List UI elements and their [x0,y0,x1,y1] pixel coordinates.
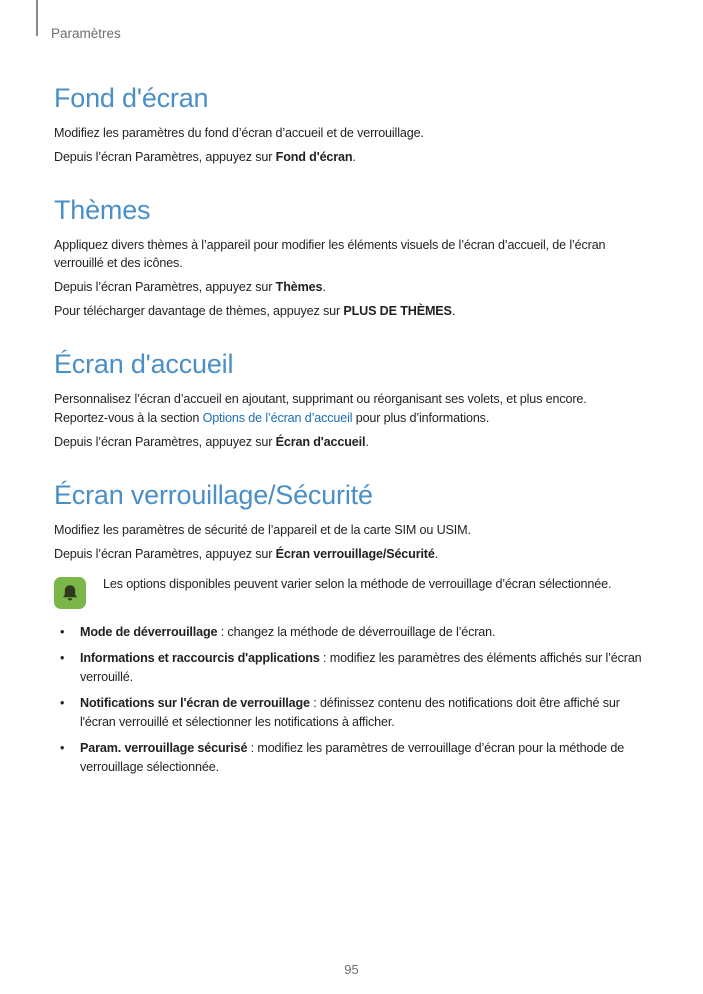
paragraph [54,545,654,563]
option-description: : changez la méthode de déverrouillage de l’écran. [217,625,496,639]
section-wallpaper [54,82,654,166]
text: . [352,150,356,164]
list-item [54,623,654,642]
text: . [451,304,456,318]
paragraph: Appliquez divers thèmes à l’appareil pour modifier les éléments visuels de l’écran d’accueil, de l’écran verrouillé et des icônes. [54,238,606,270]
paragraph [54,409,654,427]
section-home-screen [54,348,654,451]
section-title: Fond d'écran [54,83,209,113]
text: . [365,435,369,449]
option-name: Param. verrouillage sécurisé [80,741,248,755]
paragraph: Personnalisez l’écran d’accueil en ajoutant, supprimant ou réorganisant ses volets, et plus encore. [54,392,587,406]
text: Depuis l’écran Paramètres, appuyez sur [54,280,276,294]
paragraph [54,148,654,166]
list-item [54,739,654,777]
page-content [54,82,654,805]
menu-term: Écran d'accueil [275,435,366,449]
paragraph [54,433,654,451]
list-item [54,694,654,732]
paragraph [54,278,654,296]
page-number: 95 [344,962,359,977]
option-description: : définissez contenu des notifications doit être affiché sur l'écran verrouillé et sélectionner les notifications à afficher. [80,696,620,729]
note-box [54,575,654,609]
option-description: : modifiez les paramètres de verrouillage d’écran pour la méthode de verrouillage sélectionnée. [80,741,625,774]
menu-term: Écran verrouillage/Sécurité [275,547,435,561]
cross-reference-link[interactable]: Options de l’écran d’accueil [202,411,353,425]
paragraph: Modifiez les paramètres du fond d’écran d’accueil et de verrouillage. [54,126,424,140]
note-text: Les options disponibles peuvent varier selon la méthode de verrouillage d’écran sélectionnée. [103,577,612,591]
bullet-icon: • [60,696,65,710]
text: Reportez-vous à la section [54,411,203,425]
text: Depuis l’écran Paramètres, appuyez sur [54,547,276,561]
paragraph [54,302,654,320]
text: . [322,280,326,294]
corner-rule [36,0,38,36]
bell-icon [54,577,86,609]
paragraph: Modifiez les paramètres de sécurité de l’appareil et de la carte SIM ou USIM. [54,523,471,537]
option-name: Mode de déverrouillage [80,625,218,639]
text: Depuis l’écran Paramètres, appuyez sur [54,435,276,449]
bullet-icon: • [60,651,65,665]
running-head: Paramètres [51,26,121,41]
text: . [434,547,439,561]
menu-term: Fond d'écran [275,150,353,164]
menu-term: PLUS DE THÈMES [343,304,452,318]
section-title: Écran d'accueil [54,349,234,379]
option-name: Notifications sur l'écran de verrouillage [80,696,310,710]
options-list [54,623,654,777]
section-title: Écran verrouillage/Sécurité [54,480,373,510]
list-item [54,649,654,687]
section-lock-screen [54,479,654,777]
option-name: Informations et raccourcis d'applications [80,651,320,665]
section-themes [54,194,654,320]
text: Depuis l’écran Paramètres, appuyez sur [54,150,276,164]
text: pour plus d’informations. [352,411,490,425]
option-description: : modifiez les paramètres des éléments affichés sur l’écran verrouillé. [80,651,642,684]
section-title: Thèmes [54,195,151,225]
bullet-icon: • [60,625,65,639]
text: Pour télécharger davantage de thèmes, appuyez sur [54,304,344,318]
bullet-icon: • [60,741,65,755]
menu-term: Thèmes [275,280,323,294]
